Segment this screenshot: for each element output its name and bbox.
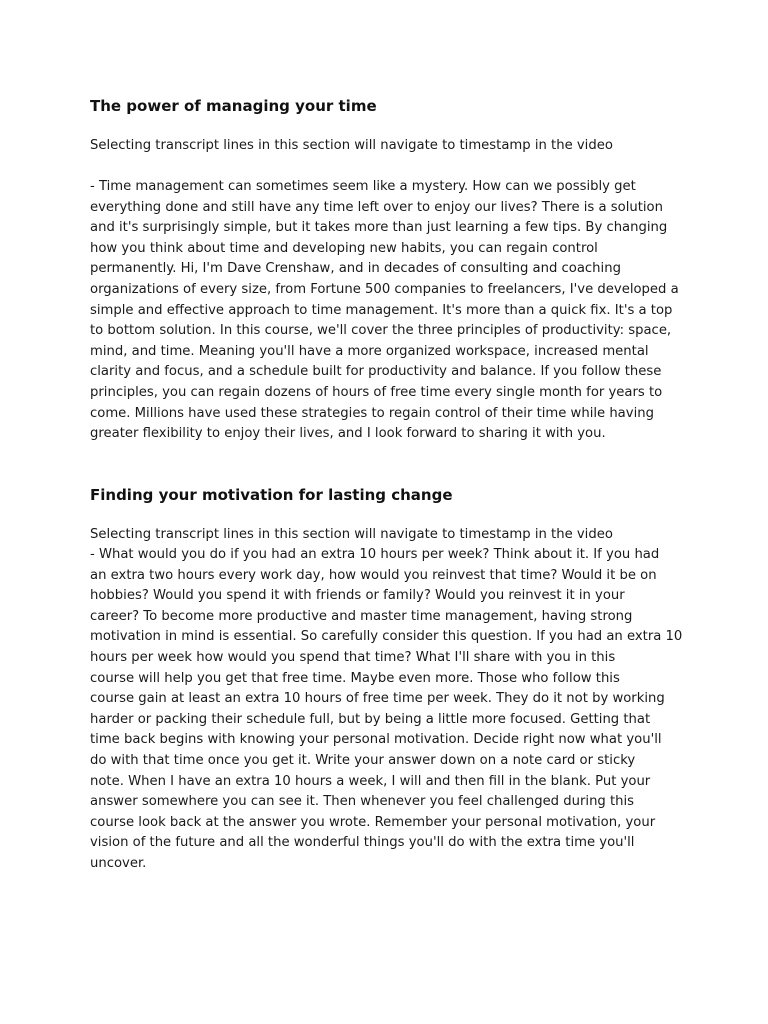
transcript-instruction: Selecting transcript lines in this section will navigate to timestamp in the video bbox=[90, 527, 613, 542]
transcript-line[interactable]: clarity and focus, and a schedule built for productivity and balance. If you follow these bbox=[90, 364, 662, 380]
transcript-line[interactable]: everything done and still have any time left over to enjoy our lives? There is a solution bbox=[90, 199, 663, 215]
transcript-line[interactable]: note. When I have an extra 10 hours a week, I will and then fill in the blank. Put your bbox=[90, 773, 651, 789]
transcript-line[interactable]: simple and effective approach to time management. It's more than a quick fix. It's a top bbox=[90, 302, 673, 318]
transcript-line[interactable]: course look back at the answer you wrote. Remember your personal motivation, your bbox=[90, 814, 656, 830]
transcript-line[interactable]: hobbies? Would you spend it with friends or family? Would you reinvest it in your bbox=[90, 588, 625, 604]
transcript-body bbox=[90, 177, 679, 445]
transcript-line[interactable]: greater flexibility to enjoy their lives, and I look forward to sharing it with you. bbox=[90, 426, 606, 442]
transcript-line[interactable]: - What would you do if you had an extra 10 hours per week? Think about it. If you had bbox=[90, 547, 660, 562]
transcript-instruction: Selecting transcript lines in this section will navigate to timestamp in the video bbox=[90, 138, 613, 153]
transcript-line[interactable]: uncover. bbox=[90, 855, 147, 871]
transcript-line[interactable]: harder or packing their schedule full, but by being a little more focused. Getting that bbox=[90, 711, 651, 727]
transcript-line[interactable]: time back begins with knowing your personal motivation. Decide right now what you'll bbox=[90, 732, 662, 748]
transcript-line[interactable]: course will help you get that free time. Maybe even more. Those who follow this bbox=[90, 670, 620, 686]
section-title: Finding your motivation for lasting change bbox=[90, 486, 453, 504]
transcript-line[interactable]: vision of the future and all the wonderful things you'll do with the extra time you'll bbox=[90, 835, 635, 851]
transcript-line[interactable]: hours per week how would you spend that time? What I'll share with you in this bbox=[90, 649, 616, 665]
section-title: The power of managing your time bbox=[90, 97, 377, 115]
transcript-line[interactable]: come. Millions have used these strategies to regain control of their time while having bbox=[90, 405, 654, 421]
transcript-line[interactable]: how you think about time and developing new habits, you can regain control bbox=[90, 240, 598, 256]
transcript-line[interactable]: principles, you can regain dozens of hours of free time every single month for years to bbox=[90, 384, 663, 400]
transcript-line[interactable]: career? To become more productive and master time management, having strong bbox=[90, 608, 633, 624]
transcript-line[interactable]: - Time management can sometimes seem like a mystery. How can we possibly get bbox=[90, 179, 636, 194]
transcript-line[interactable]: do with that time once you get it. Write your answer down on a note card or sticky bbox=[90, 752, 636, 768]
transcript-line[interactable]: an extra two hours every work day, how would you reinvest that time? Would it be on bbox=[90, 567, 657, 583]
transcript-line[interactable]: to bottom solution. In this course, we'll cover the three principles of productivity: space, bbox=[90, 323, 672, 339]
transcript-line[interactable]: mind, and time. Meaning you'll have a more organized workspace, increased mental bbox=[90, 343, 649, 359]
transcript-line[interactable]: motivation in mind is essential. So carefully consider this question. If you had an extra 10 bbox=[90, 629, 683, 645]
transcript-line[interactable]: and it's surprisingly simple, but it takes more than just learning a few tips. By changing bbox=[90, 220, 668, 236]
transcript-line[interactable]: organizations of every size, from Fortune 500 companies to freelancers, I've developed a bbox=[90, 281, 679, 297]
transcript-line[interactable]: course gain at least an extra 10 hours of free time per week. They do it not by working bbox=[90, 691, 665, 707]
transcript-line[interactable]: answer somewhere you can see it. Then whenever you feel challenged during this bbox=[90, 794, 635, 810]
transcript-line[interactable]: permanently. Hi, I'm Dave Crenshaw, and in decades of consulting and coaching bbox=[90, 261, 621, 277]
transcript-body bbox=[90, 545, 682, 875]
